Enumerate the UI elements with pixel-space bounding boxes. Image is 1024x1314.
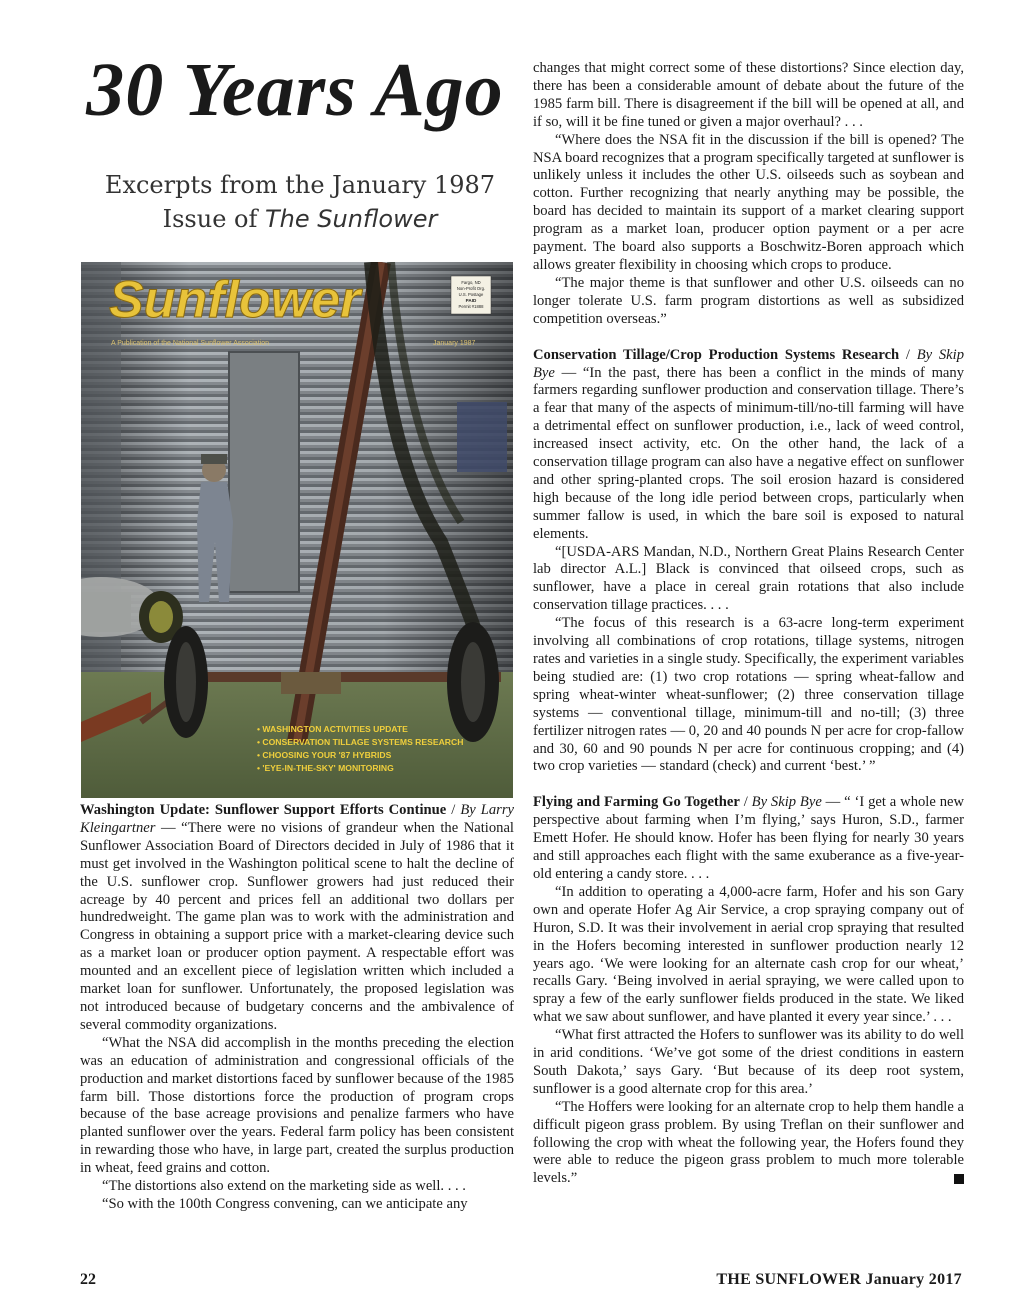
cover-tagline: A Publication of the National Sunflower Association bbox=[111, 340, 269, 347]
section-gap bbox=[533, 329, 964, 347]
article-paragraph: “So with the 100th Congress convening, can we anticipate any bbox=[102, 1195, 468, 1212]
article-flying-and-farming bbox=[533, 794, 964, 884]
page-title: 30 Years Ago bbox=[86, 48, 504, 132]
article-paragraph bbox=[533, 1099, 964, 1189]
end-of-article-mark bbox=[954, 1174, 964, 1184]
postage-line: Permit #1888 bbox=[458, 304, 484, 309]
subtitle-prefix: Issue of bbox=[162, 205, 265, 233]
article-paragraph: “In addition to operating a 4,000-acre farm, Hofer and his son Gary own and operate Hofer Ag Air Service, a crop spraying company out of Huron, S.D. It was their involvement in aerial crop spraying that resulted in the Hofers becoming interested in sunflower production nearly 12 years ago. ‘We were looking for an alternate cash crop for our wheat,’ recalls Gary. ‘Being involved in aerial spraying, we were called upon to spray a few of the early sunflower fields produced in the state. We liked what we saw about sunflower, and have planted it every year since.’ . . . bbox=[533, 883, 964, 1026]
article-byline: By Larry Kleingartner bbox=[80, 802, 514, 836]
article-conservation-tillage bbox=[533, 347, 964, 544]
article-byline: By Skip Bye bbox=[533, 346, 964, 381]
article-final-text: “The Hoffers were looking for an alternate crop to help them handle a difficult pigeon grass problem. By using Treflan on their sunflower and following the crop with wheat the following year, the Hofers found they were able to reduce the pigeon grass problem to much more tolerable levels.” bbox=[533, 1098, 964, 1187]
cover-date: January 1987 bbox=[433, 340, 476, 347]
cover-bullet: • WASHINGTON ACTIVITIES UPDATE bbox=[257, 724, 408, 734]
left-column bbox=[80, 802, 514, 1214]
cover-illustration bbox=[81, 262, 513, 798]
article-headline: Washington Update: Sunflower Support Efforts Continue bbox=[80, 802, 447, 818]
article-body: — “ ‘I get a whole new perspective about farming when I’m flying,’ says Huron, S.D., farmer Emett Hofer. He should know. Hofer has been flying for nearly 30 years and still approaches each flight with the same exuberance as a five-year-old entering a candy store. . . . bbox=[533, 794, 965, 882]
postage-line: Fargo, ND bbox=[461, 280, 481, 285]
cover-bullet: • 'EYE-IN-THE-SKY' MONITORING bbox=[257, 763, 394, 773]
article-paragraph: “[USDA-ARS Mandan, N.D., Northern Great Plains Research Center lab director A.L.] Black is convinced that oilseed crops, such as sunflower, have a place in cereal grain rotations that also include conservation tillage practices. . . . bbox=[533, 543, 964, 614]
postage-line: Non-Profit Org. bbox=[456, 286, 486, 291]
article-headline: Flying and Farming Go Together bbox=[533, 794, 740, 811]
article-paragraph: “Where does the NSA fit in the discussion if the bill is opened? The NSA board recognizes that a program specifically targeted at sunflower is unlikely unless it includes the other U.S. oilseeds such as soybean and cotton. Further recognizing that nearly anything may be possible, the board has decided to maintain its support of a market clearing support program as a market loan, producer option payment or a per acre payment. The board also supports a Boschwitz-Boren approach which allows greater flexibility in choosing which crops to produce. bbox=[533, 131, 964, 273]
section-gap bbox=[533, 776, 964, 794]
article-byline: By Skip Bye bbox=[751, 794, 822, 811]
article-paragraph: changes that might correct some of these distortions? Since election day, there has been a considerable amount of debate about the future of the 1985 farm bill. There is disagreement if the bill will be opened at all, and if so, will it be fine tuned or given a major overhaul? . . . bbox=[533, 60, 964, 130]
headline-separator: / bbox=[446, 802, 461, 818]
subtitle-line-2 bbox=[80, 202, 520, 236]
article-paragraph: “The focus of this research is a 63-acre long-term experiment involving all combinations of crop rotations, tillage systems, nitrogen rates and varieties in a single study. Specifically, the experiment variables being studied are: (1) two crop rotations — spring wheat-fallow and spring wheat-winter wheat-sunflower; (2) three conservation tillage systems — conventional tillage, minimum-till and no-till; (3) three fertilizer nitrogen rates — 0, 20 and 40 pounds N per acre for crop-fallow and 30, 60 and 90 pounds N per acre for continuous cropping; and (4) two crop varieties — standard (check) and current ‘best.’ ” bbox=[533, 615, 964, 775]
magazine-cover-image bbox=[81, 262, 513, 798]
article-headline: Conservation Tillage/Crop Production Systems Research bbox=[533, 346, 900, 363]
postage-line: U.S. Postage bbox=[458, 292, 484, 297]
subtitle-publication: The Sunflower bbox=[265, 205, 438, 233]
cover-masthead: Sunflower bbox=[109, 271, 361, 329]
publication-footer: THE SUNFLOWER January 2017 bbox=[716, 1271, 962, 1288]
cover-bullet: • CONSERVATION TILLAGE SYSTEMS RESEARCH bbox=[257, 737, 464, 747]
article-paragraph: “What the NSA did accomplish in the months preceding the election was an education of administration and congressional officials of the production and market distortions faced by sunflower because of the 1985 farm bill. Those distortions force the production of program crops because of the base acreage provisions and penalize farmers who have planted sunflower over the years. Federal farm policy has been consistent in rewarding those who have, in large part, created the surplus production in wheat, feed grains and cotton. bbox=[80, 1034, 514, 1177]
cover-bullet: • CHOOSING YOUR '87 HYBRIDS bbox=[257, 750, 392, 760]
postage-line: PAID bbox=[465, 298, 477, 303]
article-paragraph: “What first attracted the Hofers to sunflower was its ability to do well in arid conditions. ‘We’ve got some of the driest conditions in eastern South Dakota,’ says Gary. ‘But because of its deep root system, sunflower is a good alternate crop for this area.’ bbox=[533, 1027, 964, 1097]
article-body: — “In the past, there has been a conflict in the minds of many farmers regarding sunflower production and conservation tillage. There’s a fear that many of the aspects of minimum-till/no-till farming will have a detrimental effect on sunflower production, i.e., lack of weed control, increased insect activity, etc. On the other hand, the lack of a conservation tillage program can also have a negative effect on sunflower and other spring-planted crops. The soil erosion hazard is considered high because of the long idle period between crops, particularly when summer fallow is used, in which the bare soil is exposed to natural elements. bbox=[533, 364, 964, 542]
article-paragraph: “The distortions also extend on the marketing side as well. . . . bbox=[102, 1178, 466, 1195]
right-column bbox=[533, 60, 964, 1188]
headline-separator: / bbox=[899, 346, 917, 363]
article-washington-update bbox=[80, 802, 514, 1035]
article-body: — “There were no visions of grandeur when the National Sunflower Association Board of Directors decided in July of 1986 that it must get involved in the Washington political scene to halt the decline of the U.S. sunflower crop. Sunflower growers had just reduced their acreage by 40 percent and prices fell an additional two dollars per hundredweight. The game plan was to work with the administration and Congress in obtaining a support price with a market-clearing device such as a market loan or producer option payment. A respectable effort was mounted and an excellent piece of legislation written which included a market loan for sunflower. Unfortunately, the proposed legislation was not introduced because of budgetary concerns and the ambivalence of several commodity organizations. bbox=[80, 819, 514, 1033]
subtitle-line-1: Excerpts from the January 1987 bbox=[104, 171, 496, 199]
page-number: 22 bbox=[80, 1271, 96, 1288]
article-paragraph: “The major theme is that sunflower and other U.S. oilseeds can no longer tolerate U.S. farm program distortions as well as subsidized competition overseas.” bbox=[533, 274, 964, 327]
headline-separator: / bbox=[739, 794, 752, 811]
page-subtitle bbox=[80, 168, 520, 236]
